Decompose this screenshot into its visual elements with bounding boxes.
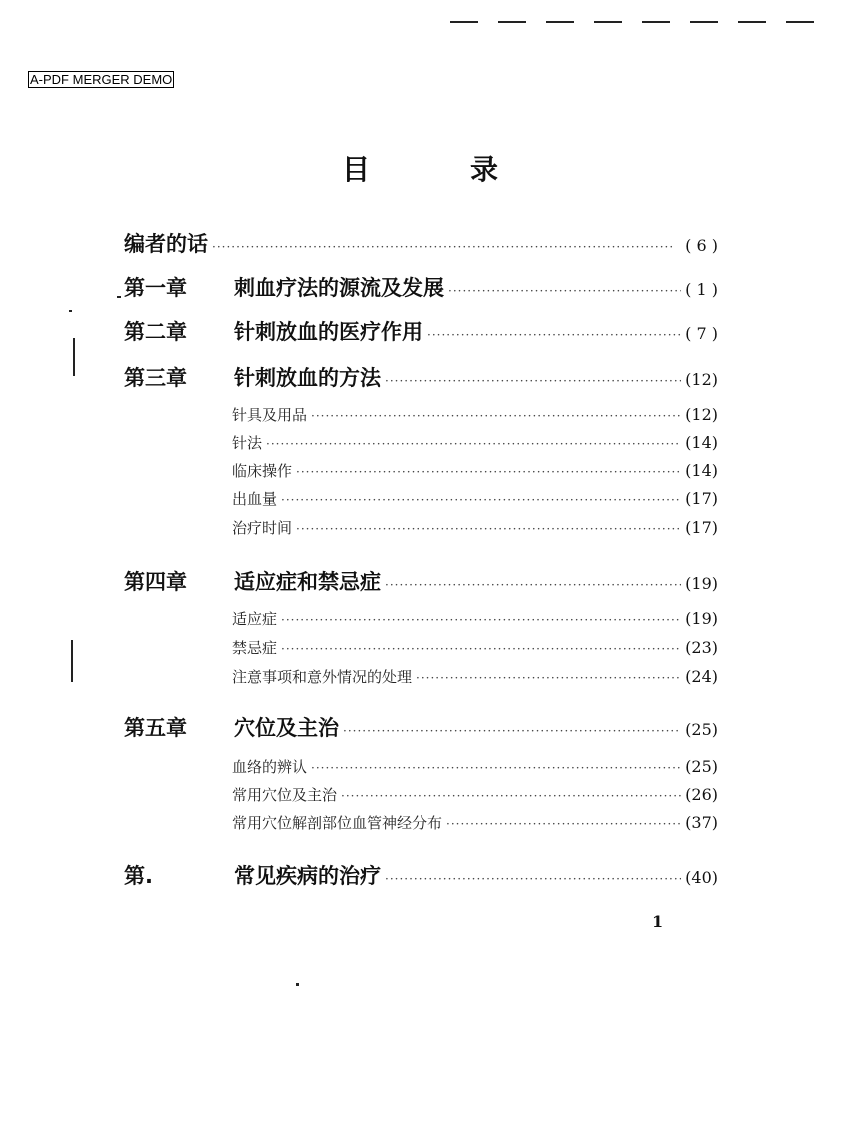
toc-page: (17) — [685, 489, 718, 508]
toc-subtitle: 针法 — [232, 434, 263, 452]
toc-subentry — [232, 608, 718, 629]
dash — [642, 21, 670, 23]
toc-entry-chapter-3 — [124, 362, 718, 392]
toc-page: (14) — [685, 433, 718, 452]
toc-chapter: 第三章 — [124, 366, 187, 390]
toc-subtitle: 适应症 — [232, 610, 278, 628]
toc-chapter: 第二章 — [124, 320, 187, 344]
toc-subentry — [232, 666, 718, 687]
toc-subtitle: 出血量 — [232, 490, 278, 508]
toc-page: (12) — [685, 370, 718, 389]
leader-dots — [281, 642, 681, 656]
leader-dots — [311, 761, 681, 775]
scan-mark — [71, 640, 73, 682]
leader-dots — [296, 522, 681, 536]
toc-subentry — [232, 404, 718, 425]
title-char: 目 — [342, 153, 375, 186]
scan-mark — [69, 310, 72, 312]
toc-subentry — [232, 637, 718, 658]
leader-dots — [266, 437, 681, 451]
scan-mark — [73, 338, 75, 376]
toc-subtitle: 常用穴位解剖部位血管神经分布 — [232, 814, 443, 832]
toc-title: 穴位及主治 — [234, 716, 339, 740]
pdf-merger-banner: A-PDF MERGER DEMO — [30, 72, 173, 87]
toc-subtitle: 临床操作 — [232, 462, 293, 480]
toc-page: ( 7 ) — [685, 324, 718, 343]
toc-page: (14) — [685, 461, 718, 480]
top-dash-rule — [450, 14, 850, 30]
title-char: 录 — [470, 153, 503, 186]
toc-subtitle: 针具及用品 — [232, 406, 308, 424]
toc-entry-chapter-6 — [124, 860, 718, 890]
toc-page: (37) — [685, 813, 718, 832]
leader-dots — [385, 374, 681, 388]
toc-page: ( 1 ) — [685, 280, 718, 299]
leader-dots — [427, 328, 681, 342]
toc-page: (19) — [685, 574, 718, 593]
toc-page: (26) — [685, 785, 718, 804]
scan-mark — [117, 296, 121, 298]
leader-dots — [385, 578, 681, 592]
toc-entry-chapter-5 — [124, 712, 718, 742]
toc-subentry — [232, 784, 718, 805]
toc-chapter: 第一章 — [124, 276, 187, 300]
toc-entry-chapter-2 — [124, 316, 718, 346]
leader-dots — [212, 240, 681, 254]
toc-subentry — [232, 517, 718, 538]
toc-subentry — [232, 460, 718, 481]
toc-subentry — [232, 432, 718, 453]
dash — [546, 21, 574, 23]
dash — [786, 21, 814, 23]
toc-title: 刺血疗法的源流及发展 — [234, 276, 444, 300]
toc-chapter: 第五章 — [124, 716, 187, 740]
toc-subtitle: 治疗时间 — [232, 519, 293, 537]
toc-subentry — [232, 756, 718, 777]
leader-dots — [448, 284, 681, 298]
toc-entry-preface — [124, 228, 718, 258]
scan-mark — [296, 983, 299, 986]
toc-page: (40) — [685, 868, 718, 887]
toc-title: 针刺放血的方法 — [234, 366, 381, 390]
leader-dots — [341, 789, 681, 803]
toc-page: (24) — [685, 667, 718, 686]
toc-subtitle: 禁忌症 — [232, 639, 278, 657]
toc-subentry — [232, 812, 718, 833]
dash — [594, 21, 622, 23]
toc-entry-chapter-4 — [124, 566, 718, 596]
leader-dots — [343, 724, 681, 738]
leader-dots — [311, 409, 681, 423]
leader-dots — [416, 671, 681, 685]
toc-page: (23) — [685, 638, 718, 657]
toc-subtitle: 常用穴位及主治 — [232, 786, 338, 804]
toc-page: (25) — [685, 720, 718, 739]
leader-dots — [281, 613, 681, 627]
dash — [690, 21, 718, 23]
toc-page: (25) — [685, 757, 718, 776]
toc-chapter: 第. — [124, 864, 153, 888]
leader-dots — [296, 465, 681, 479]
toc-entry-chapter-1 — [124, 272, 718, 302]
dash — [498, 21, 526, 23]
toc-page: ( 6 ) — [685, 236, 718, 255]
toc-page: (17) — [685, 518, 718, 537]
toc-subtitle: 注意事项和意外情况的处理 — [232, 668, 413, 686]
leader-dots — [281, 493, 681, 507]
page-title — [342, 148, 502, 188]
toc-chapter: 编者的话 — [124, 232, 208, 256]
toc-subentry — [232, 488, 718, 509]
dash — [450, 21, 478, 23]
toc-title: 适应症和禁忌症 — [234, 570, 381, 594]
page-number: 1 — [652, 912, 664, 931]
toc-title: 常见疾病的治疗 — [234, 864, 381, 888]
toc-subtitle: 血络的辨认 — [232, 758, 308, 776]
leader-dots — [385, 872, 681, 886]
toc-page: (19) — [685, 609, 718, 628]
toc-chapter: 第四章 — [124, 570, 187, 594]
toc-page: (12) — [685, 405, 718, 424]
dash — [738, 21, 766, 23]
toc-title: 针刺放血的医疗作用 — [234, 320, 423, 344]
leader-dots — [446, 817, 681, 831]
